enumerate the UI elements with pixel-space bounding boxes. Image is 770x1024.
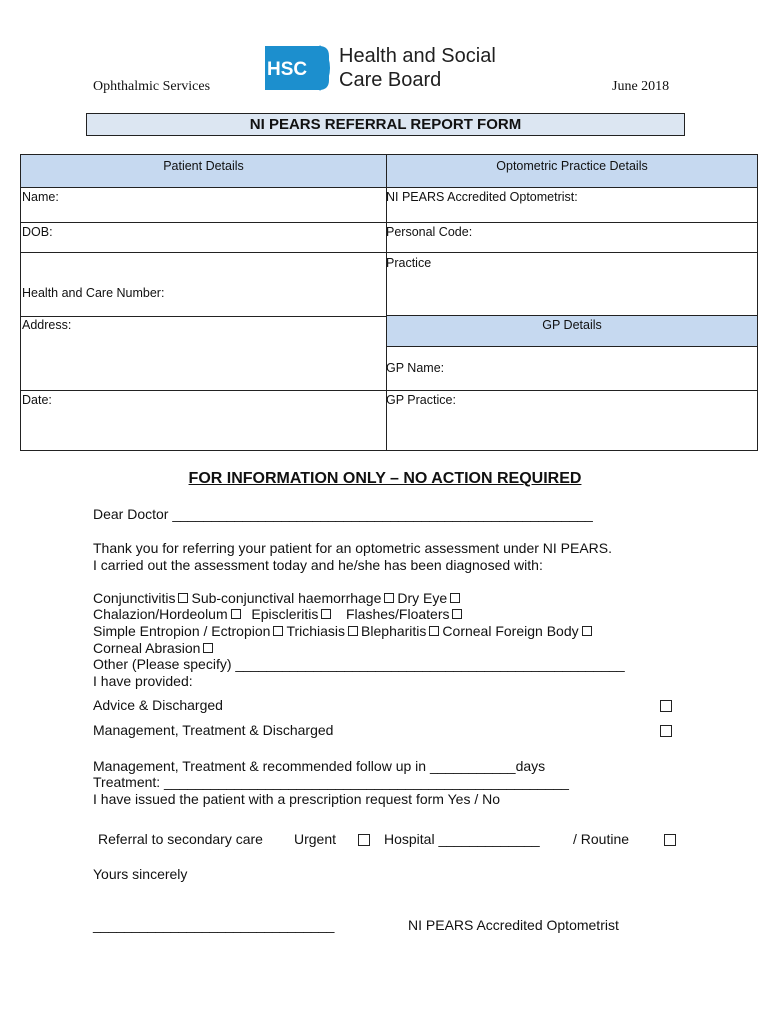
gp-practice-field[interactable]: GP Practice:: [386, 393, 456, 407]
treatment-line[interactable]: Treatment: ____________________________________________________: [93, 774, 569, 790]
provided-label: I have provided:: [93, 673, 193, 689]
document-date: June 2018: [612, 79, 670, 94]
name-field[interactable]: Name:: [22, 190, 59, 204]
details-table: [20, 154, 758, 451]
practice-field[interactable]: Practice: [386, 256, 432, 270]
diagnosis-row-1: Conjunctivitis Sub-conjunctival haemorrhage Dry Eye: [93, 590, 463, 606]
signature-label: NI PEARS Accredited Optometrist: [408, 917, 619, 933]
prescription-line[interactable]: I have issued the patient with a prescription request form Yes / No: [93, 791, 501, 807]
dear-doctor-line[interactable]: Dear Doctor ______________________________________________________: [93, 506, 593, 522]
logo-text-line2: Care Board: [339, 69, 442, 91]
dob-field[interactable]: DOB:: [22, 225, 53, 239]
thank-you-text: Thank you for referring your patient for an optometric assessment under NI PEARS.: [93, 540, 613, 556]
logo-text-line1: Health and Social: [339, 45, 496, 67]
practice-details-header: Optometric Practice Details: [496, 159, 648, 173]
subconj-haemorrhage-checkbox[interactable]: [384, 593, 394, 603]
conjunctivitis-checkbox[interactable]: [178, 593, 188, 603]
advice-discharged-label: Advice & Discharged: [93, 697, 223, 713]
advice-discharged-checkbox[interactable]: [660, 700, 672, 712]
personal-code-field[interactable]: Personal Code:: [386, 225, 473, 239]
signature-line[interactable]: _______________________________: [93, 917, 335, 933]
trichiasis-checkbox[interactable]: [348, 626, 358, 636]
urgent-checkbox[interactable]: [358, 834, 370, 846]
routine-label: / Routine: [573, 831, 630, 847]
foreign-body-checkbox[interactable]: [582, 626, 592, 636]
management-discharged-checkbox[interactable]: [660, 725, 672, 737]
hsc-logo: [259, 44, 529, 94]
optometrist-field[interactable]: NI PEARS Accredited Optometrist:: [386, 190, 578, 204]
blepharitis-checkbox[interactable]: [429, 626, 439, 636]
routine-checkbox[interactable]: [664, 834, 676, 846]
chalazion-checkbox[interactable]: [231, 609, 241, 619]
other-specify-line[interactable]: Other (Please specify) __________________________________________________: [93, 656, 625, 672]
address-field[interactable]: Address:: [22, 318, 72, 332]
flashes-floaters-checkbox[interactable]: [452, 609, 462, 619]
management-discharged-label: Management, Treatment & Discharged: [93, 722, 334, 738]
follow-up-line[interactable]: Management, Treatment & recommended follow up in ___________days: [93, 758, 546, 774]
gp-details-header: GP Details: [542, 318, 602, 332]
form-title: NI PEARS REFERRAL REPORT FORM: [86, 113, 685, 136]
diagnosis-row-3: Simple Entropion / Ectropion Trichiasis Blepharitis Corneal Foreign Body: [93, 623, 595, 639]
department-label: Ophthalmic Services: [93, 79, 211, 94]
diagnosis-row-4: Corneal Abrasion: [93, 640, 216, 656]
info-heading: FOR INFORMATION ONLY – NO ACTION REQUIRED: [188, 470, 582, 487]
diagnosis-row-2: Chalazion/Hordeolum Episcleritis Flashes/Floaters: [93, 606, 465, 622]
patient-details-header: Patient Details: [163, 159, 244, 173]
urgent-label: Urgent: [294, 831, 337, 847]
gp-name-field[interactable]: GP Name:: [386, 361, 445, 375]
svg-text:HSC: HSC: [267, 59, 308, 80]
hospital-line[interactable]: Hospital _____________: [384, 831, 540, 847]
assessment-text: I carried out the assessment today and he/she has been diagnosed with:: [93, 557, 543, 573]
corneal-abrasion-checkbox[interactable]: [203, 643, 213, 653]
entropion-checkbox[interactable]: [273, 626, 283, 636]
health-care-number-field[interactable]: Health and Care Number:: [22, 286, 165, 300]
referral-label: Referral to secondary care: [98, 831, 263, 847]
episcleritis-checkbox[interactable]: [321, 609, 331, 619]
dry-eye-checkbox[interactable]: [450, 593, 460, 603]
yours-sincerely: Yours sincerely: [93, 866, 188, 882]
hsc-logo-icon: [259, 44, 331, 92]
date-field[interactable]: Date:: [22, 393, 52, 407]
